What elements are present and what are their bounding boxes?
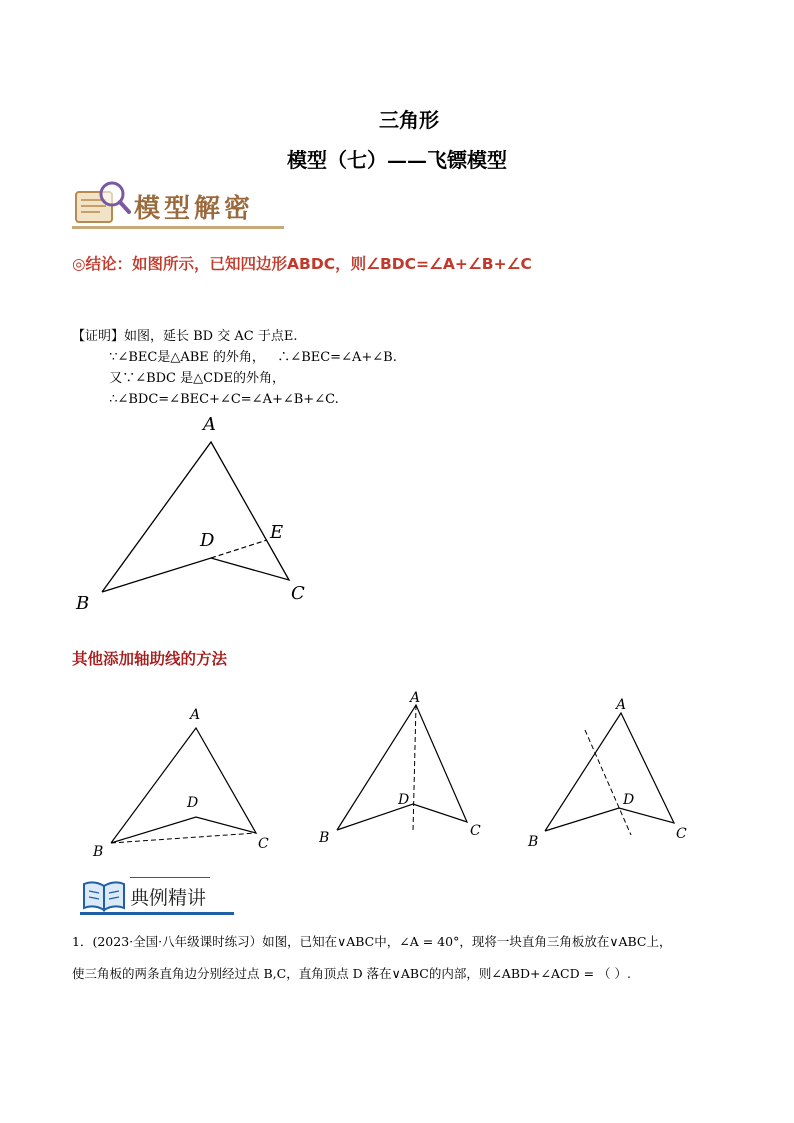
proof-line: ∴∠BDC=∠BEC+∠C=∠A+∠B+∠C.	[72, 392, 339, 407]
label-A: A	[410, 690, 421, 706]
examples-banner-label: 典例精讲	[130, 887, 207, 909]
page-title: 三角形	[379, 108, 439, 132]
section-banner-label: 模型解密	[134, 194, 255, 224]
example-1-line-1: 1．(2023·全国·八年级课时练习）如图，已知在∨ABC中，∠A = 40°，现将一块直角三角板放在∨ABC上，	[72, 934, 672, 949]
label-C: C	[258, 836, 269, 852]
magnifier-book-icon	[72, 178, 134, 230]
proof-line: 【证明】如图，延长 BD 交 AC 于点E.	[72, 329, 298, 344]
label-B: B	[319, 830, 330, 846]
proof-line: ∵∠BEC是△ABE 的外角， ∴∠BEC=∠A+∠B.	[72, 350, 397, 365]
label-E: E	[270, 522, 284, 543]
label-C: C	[291, 583, 305, 604]
dart-outline	[102, 442, 289, 592]
dart-outline	[111, 728, 256, 843]
banner-underline	[72, 226, 284, 229]
label-D: D	[187, 795, 199, 811]
other-methods-heading: 其他添加轴助线的方法	[72, 650, 228, 668]
dart-figure-small-2	[310, 688, 500, 848]
dart-figure-main	[70, 410, 330, 620]
label-B: B	[76, 593, 90, 614]
dart-figure-small-1	[85, 700, 285, 865]
open-book-icon	[80, 874, 128, 914]
extension-line-DE	[211, 540, 267, 558]
page-subtitle: 模型（七）——飞镖模型	[287, 148, 507, 172]
proof-block	[72, 326, 397, 410]
label-D: D	[398, 792, 410, 808]
label-B: B	[93, 844, 104, 860]
dart-outline	[337, 705, 467, 830]
conclusion-text: ◎结论：如图所示，已知四边形ABDC，则∠BDC=∠A+∠B+∠C	[72, 255, 532, 273]
dashed-line-BC	[111, 833, 256, 843]
label-D: D	[623, 792, 635, 808]
proof-line: 又∵∠BDC 是△CDE的外角，	[72, 371, 285, 386]
label-A: A	[616, 697, 627, 713]
label-C: C	[470, 823, 481, 839]
example-1-line-2: 使三角板的两条直角边分别经过点 B,C，直角顶点 D 落在∨ABC的内部，则∠ABD+∠ACD = （ ）.	[72, 966, 631, 981]
examples-banner-topline	[130, 877, 210, 878]
label-A: A	[203, 414, 216, 435]
label-A: A	[190, 707, 201, 723]
dashed-line-AD	[413, 705, 416, 831]
dart-figure-small-3	[520, 692, 710, 852]
dart-outline	[545, 713, 674, 831]
examples-banner-underline	[80, 912, 234, 915]
label-C: C	[676, 826, 687, 842]
dashed-line-through-D	[585, 730, 631, 835]
label-D: D	[200, 530, 215, 551]
label-B: B	[528, 834, 539, 850]
